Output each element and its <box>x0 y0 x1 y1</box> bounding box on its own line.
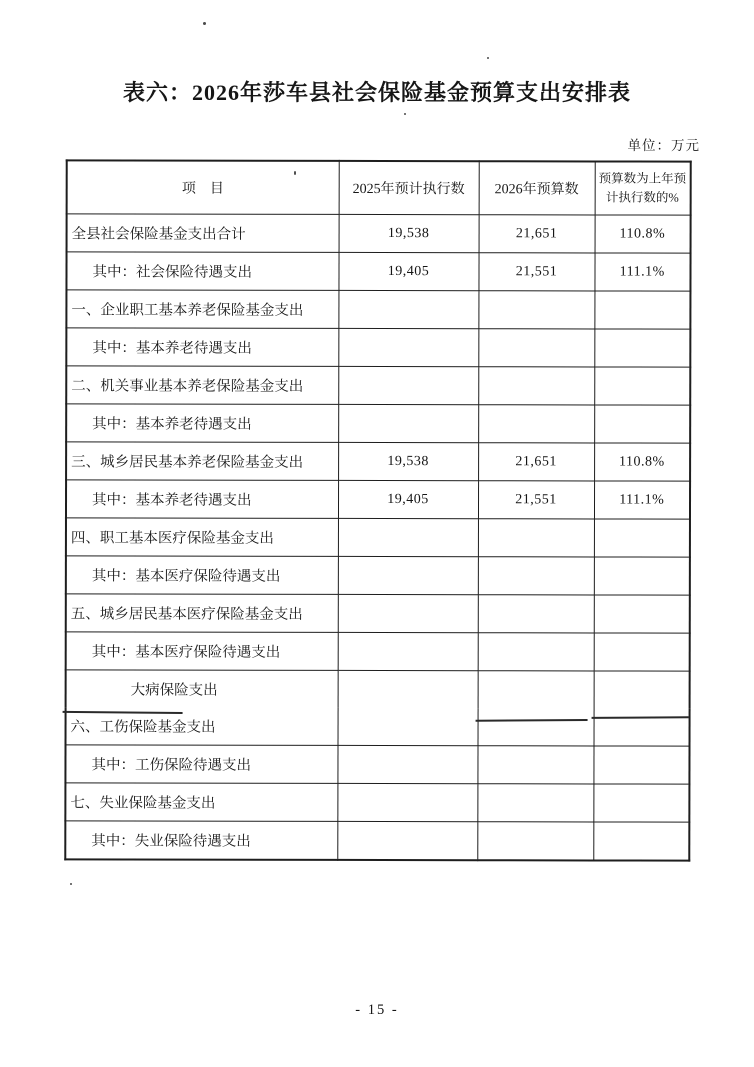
pct-of-prev-cell <box>593 746 689 784</box>
table-row <box>65 783 689 822</box>
header-row <box>67 160 691 215</box>
table-row <box>67 214 691 253</box>
pct-of-prev-cell: 111.1% <box>594 253 690 291</box>
exec-2025-cell: 19,538 <box>338 442 478 480</box>
budget-2026-cell <box>478 291 594 329</box>
pct-of-prev-cell <box>594 671 690 709</box>
budget-2026-cell <box>478 595 594 633</box>
col-header-pct-of-prev: 预算数为上年预计执行数的% <box>595 161 691 215</box>
scan-speck <box>404 113 406 115</box>
item-cell: 其中：基本养老待遇支出 <box>66 328 338 367</box>
table-row <box>66 328 690 367</box>
col-header-exec-2025: 2025年预计执行数 <box>339 161 479 215</box>
pct-of-prev-cell <box>594 519 690 557</box>
budget-2026-cell <box>478 519 594 557</box>
pct-of-prev-cell <box>594 633 690 671</box>
item-cell: 六、工伤保险基金支出 <box>66 707 338 745</box>
pct-of-prev-cell <box>593 784 689 822</box>
item-cell: 一、企业职工基本养老保险基金支出 <box>66 290 338 329</box>
item-cell: 四、职工基本医疗保险基金支出 <box>66 518 338 557</box>
item-cell: 其中：基本医疗保险待遇支出 <box>66 556 338 595</box>
budget-2026-cell <box>478 367 594 405</box>
col-header-item: 项 目 <box>67 160 339 214</box>
exec-2025-cell <box>337 783 477 821</box>
budget-2026-cell <box>478 557 594 595</box>
table-row <box>65 745 689 784</box>
pct-of-prev-cell <box>594 405 690 443</box>
exec-2025-cell <box>338 556 478 594</box>
page-title: 表六：2026年莎车县社会保险基金预算支出安排表 <box>122 80 631 105</box>
table-body <box>65 214 690 861</box>
exec-2025-cell <box>338 708 478 746</box>
scan-speck <box>487 57 489 59</box>
pct-of-prev-cell <box>594 329 690 367</box>
budget-table <box>64 159 691 861</box>
scan-speck <box>70 883 72 885</box>
table-row <box>66 366 690 405</box>
table-row <box>66 480 690 519</box>
col-header-budget-2026: 2026年预算数 <box>479 161 595 215</box>
budget-2026-cell <box>478 329 594 367</box>
budget-2026-cell <box>478 633 594 671</box>
budget-2026-cell <box>478 708 594 746</box>
item-cell: 其中：失业保险待遇支出 <box>65 821 337 860</box>
exec-2025-cell <box>338 290 478 328</box>
exec-2025-cell <box>338 518 478 556</box>
exec-2025-cell: 19,405 <box>338 252 478 290</box>
budget-2026-cell <box>478 405 594 443</box>
exec-2025-cell <box>337 821 477 860</box>
pct-of-prev-cell <box>594 557 690 595</box>
exec-2025-cell <box>338 594 478 632</box>
exec-2025-cell <box>338 328 478 366</box>
exec-2025-cell <box>338 670 478 708</box>
budget-2026-cell: 21,651 <box>478 443 594 481</box>
table-row <box>66 518 690 557</box>
pct-of-prev-cell <box>594 291 690 329</box>
budget-2026-cell <box>478 671 594 709</box>
scan-speck <box>294 171 296 175</box>
table-row <box>66 556 690 595</box>
pct-of-prev-cell: 110.8% <box>594 443 690 481</box>
pct-of-prev-cell <box>593 822 689 861</box>
table-row <box>66 594 690 633</box>
table-row <box>66 442 690 481</box>
exec-2025-cell <box>338 404 478 442</box>
item-cell: 大病保险支出 <box>66 670 338 708</box>
table-row <box>66 670 690 709</box>
table-row <box>66 404 690 443</box>
table-row <box>66 632 690 671</box>
budget-2026-cell <box>477 746 593 784</box>
scan-speck <box>203 22 206 25</box>
exec-2025-cell: 19,405 <box>338 480 478 518</box>
table-row <box>65 821 689 861</box>
exec-2025-cell: 19,538 <box>339 214 479 252</box>
item-cell: 二、机关事业基本养老保险基金支出 <box>66 366 338 405</box>
item-cell: 七、失业保险基金支出 <box>65 783 337 822</box>
pct-of-prev-cell: 111.1% <box>594 481 690 519</box>
page-number: - 15 - <box>355 1002 399 1018</box>
item-cell: 全县社会保险基金支出合计 <box>67 214 339 253</box>
item-cell: 三、城乡居民基本养老保险基金支出 <box>66 442 338 481</box>
pct-of-prev-cell <box>594 708 690 746</box>
item-cell: 其中：基本养老待遇支出 <box>66 404 338 443</box>
table-row <box>66 252 690 291</box>
item-cell: 五、城乡居民基本医疗保险基金支出 <box>66 594 338 633</box>
item-cell: 其中：基本养老待遇支出 <box>66 480 338 519</box>
pct-of-prev-cell <box>594 367 690 405</box>
budget-table-wrap <box>64 159 689 861</box>
budget-2026-cell: 21,651 <box>479 215 595 253</box>
exec-2025-cell <box>337 745 477 783</box>
exec-2025-cell <box>338 632 478 670</box>
exec-2025-cell <box>338 366 478 404</box>
budget-2026-cell <box>477 822 593 861</box>
unit-label: 单位：万元 <box>627 138 700 153</box>
table-row <box>66 290 690 329</box>
budget-2026-cell <box>477 784 593 822</box>
pct-of-prev-cell <box>594 595 690 633</box>
item-cell: 其中：基本医疗保险待遇支出 <box>66 632 338 671</box>
budget-2026-cell: 21,551 <box>478 481 594 519</box>
budget-2026-cell: 21,551 <box>478 253 594 291</box>
item-cell: 其中：社会保险待遇支出 <box>66 252 338 291</box>
item-cell: 其中：工伤保险待遇支出 <box>65 745 337 784</box>
pct-of-prev-cell: 110.8% <box>595 215 691 253</box>
